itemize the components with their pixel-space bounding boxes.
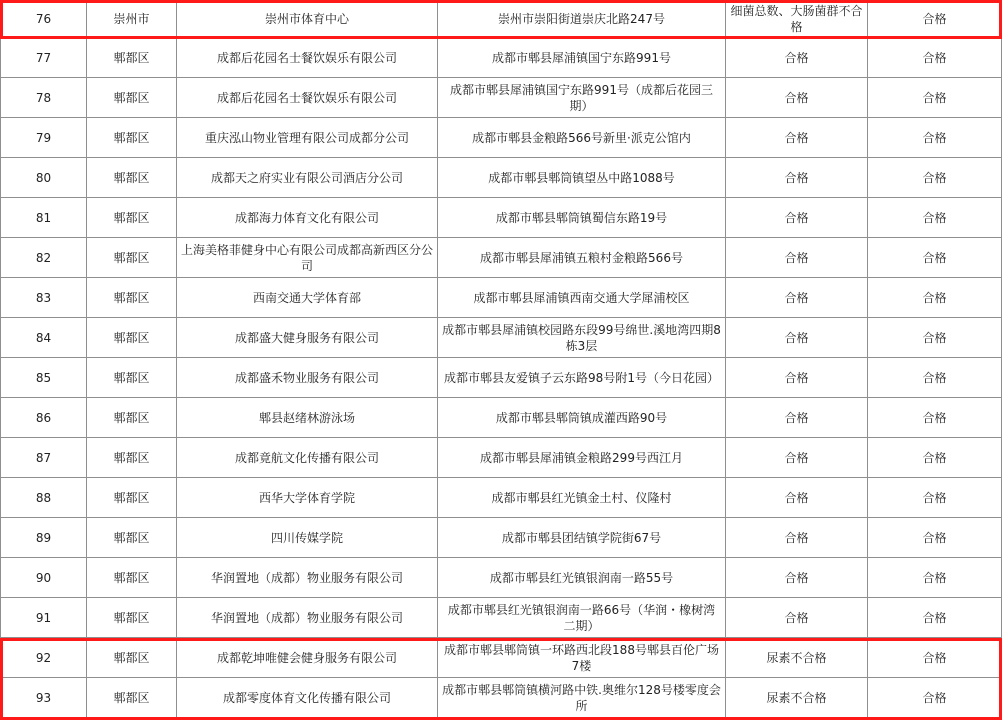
- cell-number: 90: [1, 558, 87, 598]
- cell-address: 成都市郫县犀浦镇金粮路299号西江月: [438, 438, 726, 478]
- cell-test-item: 合格: [726, 238, 868, 278]
- cell-district: 郫都区: [87, 678, 177, 718]
- cell-district: 郫都区: [87, 38, 177, 78]
- cell-result: 合格: [868, 238, 1002, 278]
- cell-address: 成都市郫县郫筒镇横河路中铁.奥维尔128号楼零度会所: [438, 678, 726, 718]
- cell-district: 郫都区: [87, 278, 177, 318]
- cell-address: 成都市郫县郫筒镇一环路西北段188号郫县百伦广场7楼: [438, 638, 726, 678]
- cell-district: 郫都区: [87, 558, 177, 598]
- cell-number: 81: [1, 198, 87, 238]
- cell-unit-name: 成都竟航文化传播有限公司: [177, 438, 438, 478]
- cell-district: 崇州市: [87, 1, 177, 38]
- cell-unit-name: 成都后花园名士餐饮娱乐有限公司: [177, 38, 438, 78]
- cell-address: 成都市郫县郫筒镇望丛中路1088号: [438, 158, 726, 198]
- cell-number: 93: [1, 678, 87, 718]
- cell-unit-name: 成都后花园名士餐饮娱乐有限公司: [177, 78, 438, 118]
- table-row: [1, 598, 1002, 638]
- cell-unit-name: 重庆泓山物业管理有限公司成都分公司: [177, 118, 438, 158]
- cell-address: 成都市郫县郫筒镇蜀信东路19号: [438, 198, 726, 238]
- cell-address: 成都市郫县红光镇金土村、仪隆村: [438, 478, 726, 518]
- table-row: [1, 638, 1002, 678]
- cell-unit-name: 西南交通大学体育部: [177, 278, 438, 318]
- cell-unit-name: 崇州市体育中心: [177, 1, 438, 38]
- cell-result: 合格: [868, 598, 1002, 638]
- table-row: [1, 358, 1002, 398]
- cell-district: 郫都区: [87, 358, 177, 398]
- cell-address: 成都市郫县团结镇学院街67号: [438, 518, 726, 558]
- cell-result: 合格: [868, 358, 1002, 398]
- cell-number: 91: [1, 598, 87, 638]
- cell-unit-name: 西华大学体育学院: [177, 478, 438, 518]
- cell-address: 成都市郫县金粮路566号新里·派克公馆内: [438, 118, 726, 158]
- cell-test-item: 细菌总数、大肠菌群不合格: [726, 1, 868, 38]
- cell-test-item: 合格: [726, 278, 868, 318]
- table-row: [1, 1, 1002, 38]
- cell-district: 郫都区: [87, 398, 177, 438]
- table-row: [1, 678, 1002, 718]
- cell-number: 92: [1, 638, 87, 678]
- cell-test-item: 尿素不合格: [726, 678, 868, 718]
- cell-result: 合格: [868, 558, 1002, 598]
- cell-number: 76: [1, 1, 87, 38]
- cell-district: 郫都区: [87, 78, 177, 118]
- cell-address: 成都市郫县红光镇银润南一路55号: [438, 558, 726, 598]
- table-row: [1, 238, 1002, 278]
- cell-number: 82: [1, 238, 87, 278]
- table-row: [1, 318, 1002, 358]
- cell-district: 郫都区: [87, 478, 177, 518]
- cell-address: 成都市郫县红光镇银润南一路66号（华润・橡树湾二期）: [438, 598, 726, 638]
- cell-result: 合格: [868, 1, 1002, 38]
- table-row: [1, 278, 1002, 318]
- table-row: [1, 518, 1002, 558]
- cell-address: 成都市郫县犀浦镇西南交通大学犀浦校区: [438, 278, 726, 318]
- cell-number: 87: [1, 438, 87, 478]
- cell-address: 成都市郫县友爱镇子云东路98号附1号（今日花园）: [438, 358, 726, 398]
- cell-test-item: 尿素不合格: [726, 638, 868, 678]
- cell-result: 合格: [868, 478, 1002, 518]
- cell-district: 郫都区: [87, 318, 177, 358]
- table-row: [1, 438, 1002, 478]
- cell-number: 83: [1, 278, 87, 318]
- cell-result: 合格: [868, 438, 1002, 478]
- cell-unit-name: 成都盛大健身服务有限公司: [177, 318, 438, 358]
- cell-number: 80: [1, 158, 87, 198]
- cell-result: 合格: [868, 198, 1002, 238]
- cell-number: 78: [1, 78, 87, 118]
- cell-test-item: 合格: [726, 118, 868, 158]
- cell-district: 郫都区: [87, 438, 177, 478]
- cell-number: 85: [1, 358, 87, 398]
- cell-district: 郫都区: [87, 638, 177, 678]
- table-row: [1, 398, 1002, 438]
- cell-result: 合格: [868, 518, 1002, 558]
- table-row: [1, 118, 1002, 158]
- table-body: [1, 1, 1002, 718]
- cell-district: 郫都区: [87, 518, 177, 558]
- cell-district: 郫都区: [87, 238, 177, 278]
- cell-unit-name: 成都乾坤唯健会健身服务有限公司: [177, 638, 438, 678]
- cell-test-item: 合格: [726, 38, 868, 78]
- table-row: [1, 38, 1002, 78]
- cell-unit-name: 华润置地（成都）物业服务有限公司: [177, 598, 438, 638]
- cell-result: 合格: [868, 638, 1002, 678]
- cell-unit-name: 郫县赵绪林游泳场: [177, 398, 438, 438]
- cell-address: 成都市郫县犀浦镇校园路东段99号绵世.溪地湾四期8栋3层: [438, 318, 726, 358]
- cell-unit-name: 上海美格菲健身中心有限公司成都高新西区分公司: [177, 238, 438, 278]
- cell-test-item: 合格: [726, 358, 868, 398]
- table-row: [1, 78, 1002, 118]
- cell-number: 77: [1, 38, 87, 78]
- cell-unit-name: 成都盛禾物业服务有限公司: [177, 358, 438, 398]
- table-row: [1, 478, 1002, 518]
- cell-test-item: 合格: [726, 518, 868, 558]
- cell-test-item: 合格: [726, 78, 868, 118]
- cell-result: 合格: [868, 158, 1002, 198]
- cell-unit-name: 成都零度体育文化传播有限公司: [177, 678, 438, 718]
- cell-address: 成都市郫县犀浦镇五粮村金粮路566号: [438, 238, 726, 278]
- cell-number: 89: [1, 518, 87, 558]
- cell-address: 成都市郫县犀浦镇国宁东路991号: [438, 38, 726, 78]
- cell-result: 合格: [868, 38, 1002, 78]
- cell-address: 成都市郫县郫筒镇成灌西路90号: [438, 398, 726, 438]
- cell-number: 79: [1, 118, 87, 158]
- cell-unit-name: 成都天之府实业有限公司酒店分公司: [177, 158, 438, 198]
- table-row: [1, 198, 1002, 238]
- cell-result: 合格: [868, 678, 1002, 718]
- cell-test-item: 合格: [726, 398, 868, 438]
- cell-unit-name: 成都海力体育文化有限公司: [177, 198, 438, 238]
- cell-result: 合格: [868, 118, 1002, 158]
- cell-result: 合格: [868, 78, 1002, 118]
- cell-unit-name: 四川传媒学院: [177, 518, 438, 558]
- cell-test-item: 合格: [726, 158, 868, 198]
- cell-number: 86: [1, 398, 87, 438]
- cell-result: 合格: [868, 278, 1002, 318]
- cell-test-item: 合格: [726, 598, 868, 638]
- cell-test-item: 合格: [726, 478, 868, 518]
- cell-test-item: 合格: [726, 318, 868, 358]
- cell-district: 郫都区: [87, 598, 177, 638]
- cell-district: 郫都区: [87, 158, 177, 198]
- cell-result: 合格: [868, 398, 1002, 438]
- cell-district: 郫都区: [87, 198, 177, 238]
- cell-number: 88: [1, 478, 87, 518]
- table-row: [1, 558, 1002, 598]
- cell-unit-name: 华润置地（成都）物业服务有限公司: [177, 558, 438, 598]
- cell-address: 崇州市崇阳街道崇庆北路247号: [438, 1, 726, 38]
- table-row: [1, 158, 1002, 198]
- cell-test-item: 合格: [726, 558, 868, 598]
- cell-district: 郫都区: [87, 118, 177, 158]
- cell-result: 合格: [868, 318, 1002, 358]
- cell-test-item: 合格: [726, 438, 868, 478]
- cell-address: 成都市郫县犀浦镇国宁东路991号（成都后花园三期）: [438, 78, 726, 118]
- cell-test-item: 合格: [726, 198, 868, 238]
- cell-number: 84: [1, 318, 87, 358]
